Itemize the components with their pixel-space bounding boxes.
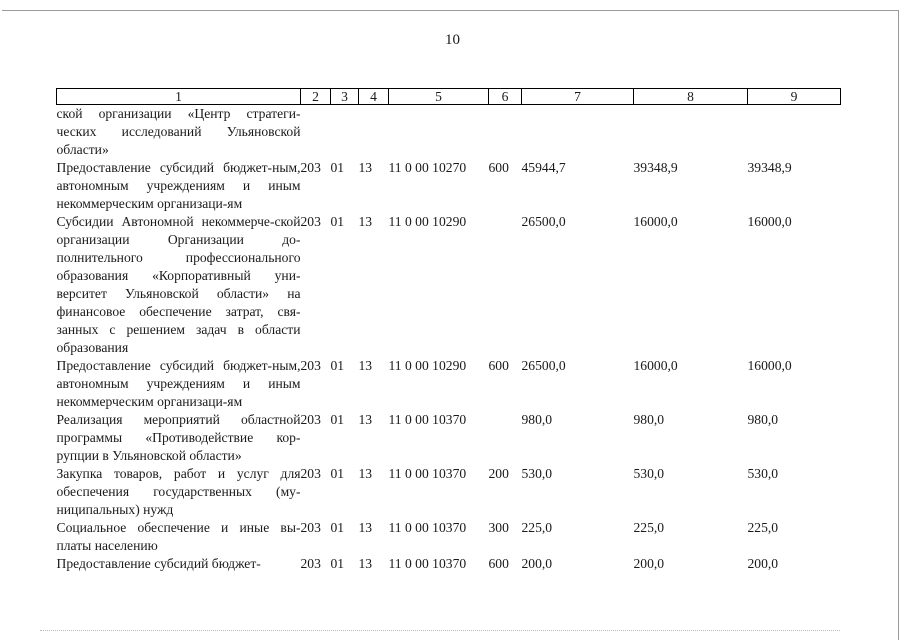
row-name: Субсидии Автономной некоммерче-ской организации Организации до-полнительного профессионального образования «Корпоративный уни-верситет Ульяновской области» на финансовое обеспечение затрат, свя-занных с решением задач в области образования [56, 214, 301, 355]
cell-subsection: 13 [358, 556, 373, 571]
cell-subsection [359, 105, 389, 160]
cell-section [331, 105, 359, 160]
table-row [57, 159, 841, 213]
budget-table [56, 88, 841, 573]
cell-subsection: 13 [358, 214, 373, 229]
cell-admin-code: 203 [300, 466, 321, 481]
cell-amount-8: 225,0 [633, 520, 665, 535]
cell-amount-8: 980,0 [633, 412, 665, 427]
cell-expense-type: 600 [488, 358, 509, 373]
scan-noise-line [40, 630, 840, 632]
cell-target-article: 11 0 00 10370 [388, 412, 467, 427]
cell-subsection: 13 [358, 160, 373, 175]
page-border-right [898, 10, 899, 640]
cell-section: 01 [330, 160, 345, 175]
cell-amount-9: 16000,0 [747, 214, 792, 229]
cell-admin-code: 203 [300, 214, 321, 229]
cell-expense-type: 200 [488, 466, 509, 481]
table-row [57, 555, 841, 573]
cell-amount-9 [748, 105, 841, 160]
cell-subsection: 13 [358, 412, 373, 427]
cell-subsection: 13 [358, 358, 373, 373]
row-name: Закупка товаров, работ и услуг для обеспечения государственных (му-ниципальных) нужд [56, 466, 301, 517]
cell-amount-9: 530,0 [747, 466, 779, 481]
cell-amount-9: 200,0 [747, 556, 779, 571]
cell-amount-9: 225,0 [747, 520, 779, 535]
column-header: 4 [359, 89, 389, 105]
column-header: 9 [748, 89, 841, 105]
cell-amount-9: 16000,0 [747, 358, 792, 373]
cell-section: 01 [330, 412, 345, 427]
cell-amount-7: 45944,7 [521, 160, 566, 175]
cell-expense-type: 600 [488, 160, 509, 175]
cell-section: 01 [330, 466, 345, 481]
column-header: 3 [331, 89, 359, 105]
cell-amount-7: 225,0 [521, 520, 553, 535]
table-row [57, 105, 841, 160]
header-row [57, 89, 841, 105]
column-header: 5 [389, 89, 489, 105]
cell-expense-type: 600 [488, 556, 509, 571]
cell-admin-code: 203 [300, 556, 321, 571]
column-header: 7 [522, 89, 634, 105]
table-row [57, 213, 841, 357]
column-header: 6 [489, 89, 522, 105]
cell-amount-7: 26500,0 [521, 358, 566, 373]
row-name: Предоставление субсидий бюджет-ным, автономным учреждениям и иным некоммерческим организаци-ям [56, 160, 301, 211]
cell-amount-7: 530,0 [521, 466, 553, 481]
cell-admin-code [301, 105, 331, 160]
cell-expense-type [489, 213, 522, 357]
cell-target-article: 11 0 00 10290 [388, 214, 467, 229]
cell-expense-type [489, 105, 522, 160]
cell-target-article: 11 0 00 10370 [388, 556, 467, 571]
page-border-top [2, 10, 899, 11]
cell-amount-7: 980,0 [521, 412, 553, 427]
cell-section: 01 [330, 358, 345, 373]
cell-admin-code: 203 [300, 520, 321, 535]
cell-target-article: 11 0 00 10270 [388, 160, 467, 175]
row-name: Социальное обеспечение и иные вы-платы населению [56, 520, 301, 553]
page-number: 10 [445, 32, 460, 48]
cell-admin-code: 203 [300, 160, 321, 175]
cell-admin-code: 203 [300, 358, 321, 373]
cell-target-article: 11 0 00 10370 [388, 520, 467, 535]
cell-target-article [389, 105, 489, 160]
row-name: Предоставление субсидий бюджет- [56, 556, 261, 571]
table-row [57, 519, 841, 555]
table-row [57, 465, 841, 519]
row-name: Реализация мероприятий областной программы «Противодействие кор-рупции в Ульяновской области» [56, 412, 301, 463]
cell-amount-8: 200,0 [633, 556, 665, 571]
table-row [57, 357, 841, 411]
column-header: 8 [634, 89, 748, 105]
cell-amount-7 [522, 105, 634, 160]
column-header: 1 [57, 89, 301, 105]
cell-amount-8: 39348,9 [633, 160, 678, 175]
cell-amount-8: 16000,0 [633, 214, 678, 229]
cell-target-article: 11 0 00 10290 [388, 358, 467, 373]
cell-amount-7: 26500,0 [521, 214, 566, 229]
cell-expense-type [489, 411, 522, 465]
cell-section: 01 [330, 520, 345, 535]
cell-amount-9: 980,0 [747, 412, 779, 427]
table-row [57, 411, 841, 465]
cell-amount-8 [634, 105, 748, 160]
cell-amount-7: 200,0 [521, 556, 553, 571]
cell-section: 01 [330, 556, 345, 571]
cell-target-article: 11 0 00 10370 [388, 466, 467, 481]
cell-amount-8: 16000,0 [633, 358, 678, 373]
cell-admin-code: 203 [300, 412, 321, 427]
column-header: 2 [301, 89, 331, 105]
cell-subsection: 13 [358, 520, 373, 535]
cell-amount-9: 39348,9 [747, 160, 792, 175]
cell-section: 01 [330, 214, 345, 229]
row-name: ской организации «Центр стратеги-ческих исследований Ульяновской области» [56, 106, 301, 157]
cell-amount-8: 530,0 [633, 466, 665, 481]
cell-expense-type: 300 [488, 520, 509, 535]
row-name: Предоставление субсидий бюджет-ным, автономным учреждениям и иным некоммерческим организаци-ям [56, 358, 301, 409]
cell-subsection: 13 [358, 466, 373, 481]
